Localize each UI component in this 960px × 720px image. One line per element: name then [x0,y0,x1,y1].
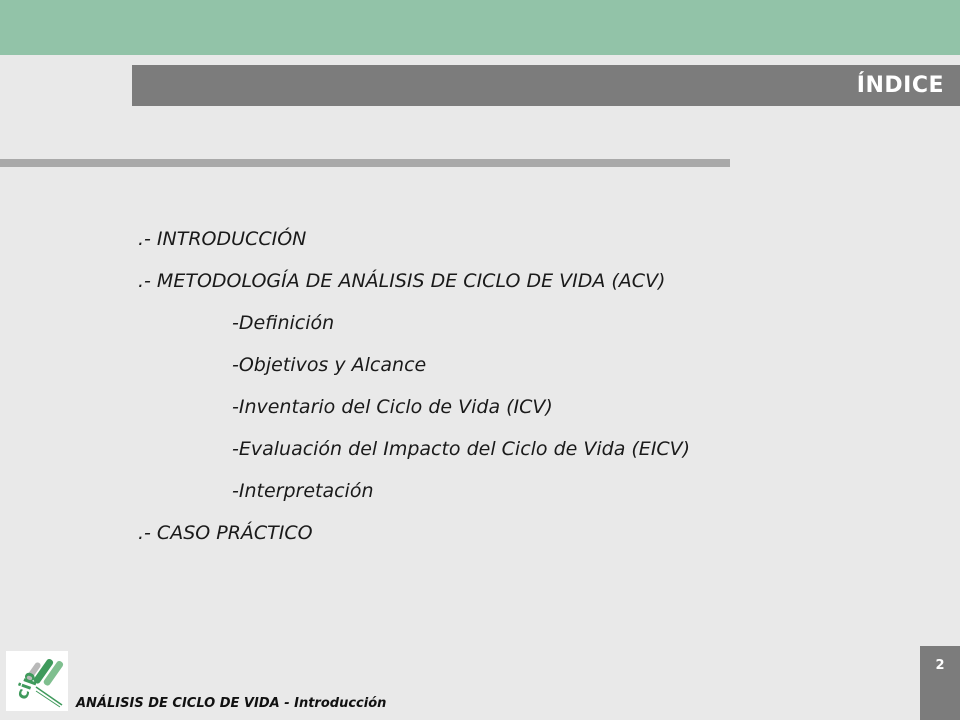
index-subitem-evaluacion: -Evaluación del Impacto del Ciclo de Vida (EICV) [232,438,691,460]
index-subitem-definicion: -Definición [232,312,335,334]
index-subitem-interpretacion: -Interpretación [232,480,374,502]
index-subitem-inventario: -Inventario del Ciclo de Vida (ICV) [232,396,553,418]
divider-bar [0,159,730,167]
index-subitem-objetivos: -Objetivos y Alcance [232,354,427,376]
page-number: 2 [935,658,945,673]
cip-logo [6,651,68,711]
page-title: ÍNDICE [856,73,944,98]
index-item-metodologia: .- METODOLOGÍA DE ANÁLISIS DE CICLO DE VIDA (ACV) [138,270,666,292]
top-green-band [0,0,960,55]
page-number-box [920,646,960,720]
logo-text: cip [12,668,41,703]
cip-logo-icon [6,651,68,711]
index-item-caso-practico: .- CASO PRÁCTICO [138,522,313,544]
index-item-introduccion: .- INTRODUCCIÓN [138,228,307,250]
header-bar [132,65,960,106]
footer-title: ANÁLISIS DE CICLO DE VIDA - Introducción [76,696,387,711]
index-list [138,218,690,554]
